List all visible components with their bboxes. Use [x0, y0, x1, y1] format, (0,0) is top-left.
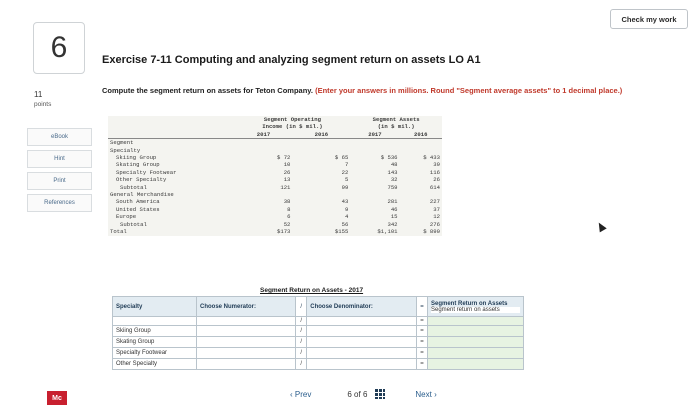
row-value: 7 — [344, 161, 349, 169]
row-value: 8 — [287, 205, 291, 213]
row-value — [292, 139, 350, 147]
row-value: 56 — [341, 220, 349, 228]
mcgraw-hill-logo: Mc — [47, 391, 67, 405]
answer-title: Segment Return on Assets - 2017 — [260, 287, 364, 294]
divide-sign: / — [296, 348, 307, 359]
table-row — [108, 169, 442, 176]
row-value: 39 — [433, 161, 440, 169]
table-row — [108, 228, 442, 235]
row-label: United States — [116, 205, 160, 213]
row-label: Subtotal — [120, 183, 147, 191]
sidebar-item-references[interactable]: References — [27, 194, 92, 212]
row-value: 46 — [390, 205, 398, 213]
row-value: 6 — [287, 213, 291, 221]
row-label: General Merchandise — [110, 191, 174, 199]
row-label: Specialty — [110, 146, 141, 154]
year-2016-assets: 2016 — [400, 131, 442, 139]
grid-icon[interactable] — [375, 389, 385, 399]
prev-button[interactable]: ‹ Prev — [290, 389, 312, 399]
sidebar-item-ebook[interactable]: eBook — [27, 128, 92, 146]
header-operating-income: Segment Operating — [263, 116, 321, 123]
prev-label: Prev — [294, 389, 312, 399]
blank-label — [113, 317, 197, 326]
instructions-text: Compute the segment return on assets for Teton Company. — [102, 86, 316, 95]
row-value — [292, 191, 350, 198]
answer-row-label: Other Specialty — [113, 359, 197, 370]
table-row — [108, 139, 442, 147]
page-total: 6 — [362, 389, 368, 399]
row-value: 52 — [283, 220, 291, 228]
row-label: Skating Group — [116, 161, 160, 169]
row-value: 26 — [433, 176, 440, 184]
row-value: 5 — [344, 176, 349, 184]
question-number: 6 — [33, 22, 85, 74]
row-value: $155 — [334, 228, 349, 236]
row-value: $ 433 — [423, 154, 440, 162]
table-row — [108, 154, 442, 161]
row-label: Europe — [116, 213, 137, 221]
result-cell — [428, 359, 524, 370]
row-value: 121 — [280, 183, 291, 191]
sidebar — [27, 128, 92, 216]
points-label: points — [34, 101, 52, 108]
equals-sign: = — [417, 317, 428, 326]
table-row — [108, 198, 442, 205]
row-value — [292, 147, 350, 154]
row-value — [350, 139, 399, 147]
col-denominator: Choose Denominator: — [307, 297, 417, 317]
answer-row — [113, 359, 524, 370]
blank-numerator[interactable] — [197, 317, 296, 326]
equals-sign: = — [417, 359, 428, 370]
row-value: 10 — [283, 161, 291, 169]
sidebar-item-print[interactable]: Print — [27, 172, 92, 190]
row-value — [350, 191, 399, 198]
points-value: 11 — [34, 90, 43, 99]
row-value: 9 — [344, 205, 349, 213]
row-label: South America — [116, 198, 160, 206]
row-value: 143 — [387, 168, 398, 176]
segment-data-table — [108, 116, 442, 236]
row-value: $173 — [276, 228, 291, 236]
row-value: 342 — [387, 220, 398, 228]
instructions-emphasis: (Enter your answers in millions. Round "Segment average assets" to 1 decimal place.) — [315, 86, 623, 95]
year-2017-income: 2017 — [235, 131, 293, 139]
answer-grid — [112, 296, 524, 370]
numerator-input[interactable] — [197, 326, 296, 337]
row-value: 15 — [390, 213, 398, 221]
row-value — [400, 139, 442, 147]
row-value: 32 — [390, 176, 398, 184]
row-value: 116 — [429, 168, 440, 176]
row-value: 12 — [433, 213, 440, 221]
equals-sign: = — [417, 326, 428, 337]
table-row — [108, 206, 442, 213]
row-value: 26 — [283, 168, 291, 176]
page-current: 6 — [347, 389, 352, 399]
row-value — [400, 191, 442, 198]
table-row — [108, 221, 442, 228]
row-value: 614 — [429, 183, 440, 191]
row-label: Total — [110, 228, 127, 236]
equals-sign: = — [417, 348, 428, 359]
denominator-input[interactable] — [307, 326, 417, 337]
row-value — [350, 147, 399, 154]
table-row — [108, 176, 442, 183]
result-cell — [428, 326, 524, 337]
row-value: $ 536 — [380, 154, 398, 162]
row-value: 13 — [283, 176, 291, 184]
sidebar-item-hint[interactable]: Hint — [27, 150, 92, 168]
numerator-input[interactable] — [197, 359, 296, 370]
row-label: Skiing Group — [116, 154, 157, 162]
answer-row-label: Skating Group — [113, 337, 197, 348]
row-value: 22 — [341, 168, 349, 176]
answer-row — [113, 348, 524, 359]
row-value: 4 — [344, 213, 349, 221]
row-label: Subtotal — [120, 220, 147, 228]
row-value: $ 65 — [334, 154, 349, 162]
row-value — [235, 139, 293, 147]
answer-row — [113, 337, 524, 348]
row-value — [400, 147, 442, 154]
row-label: Other Specialty — [116, 176, 167, 184]
row-value — [235, 191, 293, 198]
next-label: Next — [415, 389, 432, 399]
table-row — [108, 147, 442, 154]
mouse-cursor — [595, 221, 606, 233]
divide-sign: / — [296, 359, 307, 370]
answer-row — [113, 326, 524, 337]
divide-sign: / — [296, 297, 307, 317]
answer-row-label: Specialty Footwear — [113, 348, 197, 359]
equals-sign: = — [417, 297, 428, 317]
denominator-input[interactable] — [307, 359, 417, 370]
row-value: $1,101 — [377, 228, 398, 236]
next-button[interactable]: Next › — [415, 389, 437, 399]
numerator-input[interactable] — [197, 348, 296, 359]
table-row — [108, 191, 442, 198]
table-row — [108, 184, 442, 191]
table-row — [108, 213, 442, 220]
denominator-input[interactable] — [307, 337, 417, 348]
row-value: 759 — [387, 183, 398, 191]
header-operating-income-sub: Income (in $ mil.) — [262, 123, 323, 131]
year-2016-income: 2016 — [292, 131, 350, 139]
equals-sign: = — [417, 337, 428, 348]
exercise-title: Exercise 7-11 Computing and analyzing segment return on assets LO A1 — [102, 54, 481, 66]
divide-sign: / — [296, 337, 307, 348]
row-label: Segment — [110, 139, 134, 147]
table-row — [108, 161, 442, 168]
row-value: 43 — [341, 198, 349, 206]
blank-result — [428, 317, 524, 326]
row-label: Specialty Footwear — [116, 168, 177, 176]
row-value: 281 — [387, 198, 398, 206]
header-segment-assets-sub: (in $ mil.) — [377, 123, 415, 131]
divide-sign: / — [296, 326, 307, 337]
col-specialty: Specialty — [113, 297, 197, 317]
col-result-sub: Segment return on assets — [431, 307, 520, 313]
row-value: 99 — [341, 183, 349, 191]
row-value: 48 — [390, 161, 398, 169]
row-value: $ 72 — [276, 154, 291, 162]
col-numerator: Choose Numerator: — [197, 297, 296, 317]
blank-denominator[interactable] — [307, 317, 417, 326]
row-value: $ 890 — [423, 228, 440, 236]
header-segment-assets: Segment Assets — [372, 116, 420, 123]
numerator-input[interactable] — [197, 337, 296, 348]
denominator-input[interactable] — [307, 348, 417, 359]
pagination — [290, 389, 437, 399]
row-value: 38 — [283, 198, 291, 206]
year-2017-assets: 2017 — [350, 131, 399, 139]
instructions — [102, 86, 662, 96]
row-value — [235, 147, 293, 154]
col-result-title: Segment Return on Assets — [431, 300, 508, 307]
row-value: 227 — [429, 198, 440, 206]
answer-row-label: Skiing Group — [113, 326, 197, 337]
result-cell — [428, 337, 524, 348]
page-indicator — [347, 390, 367, 399]
row-value: 276 — [429, 220, 440, 228]
check-my-work-button[interactable]: Check my work — [610, 9, 688, 29]
result-cell — [428, 348, 524, 359]
col-result — [428, 297, 524, 317]
divide-sign: / — [296, 317, 307, 326]
row-value: 37 — [433, 205, 440, 213]
page-of: of — [354, 389, 361, 399]
